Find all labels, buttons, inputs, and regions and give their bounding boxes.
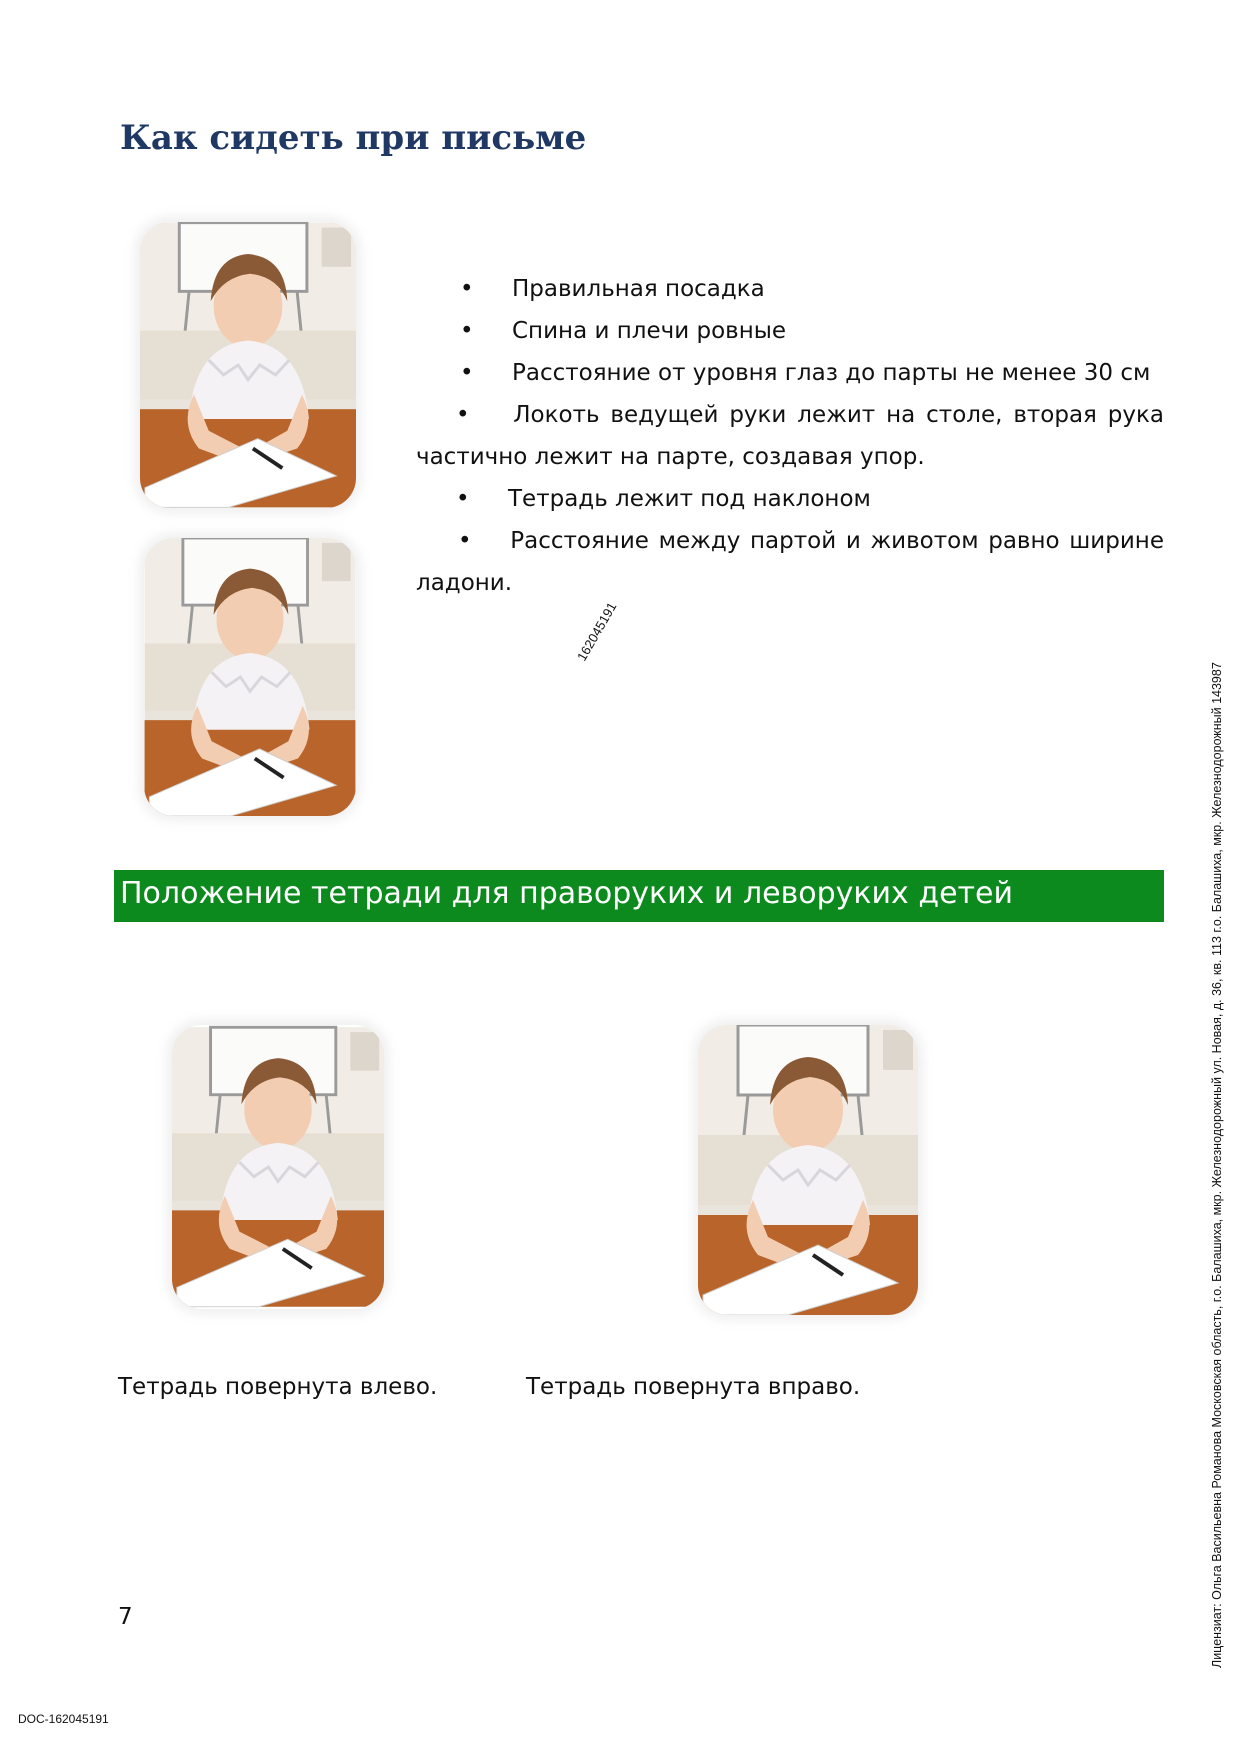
photo-correct-posture bbox=[140, 222, 356, 508]
bullet-dot-icon: • bbox=[460, 318, 474, 344]
document-id: DOC-162045191 bbox=[18, 1712, 109, 1726]
page-title: Как сидеть при письме bbox=[120, 118, 587, 158]
page-number: 7 bbox=[118, 1604, 133, 1630]
stamp-id: 162045191 bbox=[574, 599, 620, 664]
caption-left: Тетрадь повернута влево. bbox=[118, 1374, 438, 1400]
bullet-item: • Тетрадь лежит под наклоном bbox=[420, 478, 1164, 520]
photo-posture-side bbox=[144, 538, 356, 816]
bullet-dot-icon: • bbox=[456, 402, 470, 428]
girl-writing-image bbox=[144, 538, 356, 816]
photo-notebook-right bbox=[698, 1025, 918, 1315]
bullet-item: • Локоть ведущей руки лежит на столе, вторая рука частично лежит на парте, создавая упор. bbox=[416, 402, 1165, 470]
girl-writing-image bbox=[172, 1025, 384, 1309]
girl-writing-image bbox=[140, 222, 356, 508]
bullet-dot-icon: • bbox=[456, 486, 470, 512]
photo-notebook-left bbox=[172, 1025, 384, 1309]
bullet-item: • Спина и плечи ровные bbox=[420, 310, 1164, 352]
caption-right: Тетрадь повернута вправо. bbox=[526, 1374, 861, 1400]
bullet-item: • Правильная посадка bbox=[420, 268, 1164, 310]
bullet-dot-icon: • bbox=[460, 360, 474, 386]
girl-writing-image bbox=[698, 1025, 918, 1315]
bullet-dot-icon: • bbox=[460, 276, 474, 302]
bullet-dot-icon: • bbox=[458, 528, 472, 554]
license-watermark: Лицензиат: Ольга Васильевна Романова Московская область, г.о. Балашиха, мкр. Железнодорожный ул. Новая, д. 36, кв. 113 г.о. Балашиха, мкр. Железнодорожный 143987 bbox=[1210, 662, 1224, 1668]
section-banner bbox=[114, 870, 1164, 922]
bullet-item: • Расстояние между партой и животом равно ширине ладони. bbox=[416, 528, 1164, 596]
bullet-item: • Расстояние от уровня глаз до парты не менее 30 см bbox=[420, 352, 1164, 394]
posture-bullet-list bbox=[416, 268, 1165, 604]
section-heading: Положение тетради для праворуких и леворуких детей bbox=[120, 876, 1013, 911]
